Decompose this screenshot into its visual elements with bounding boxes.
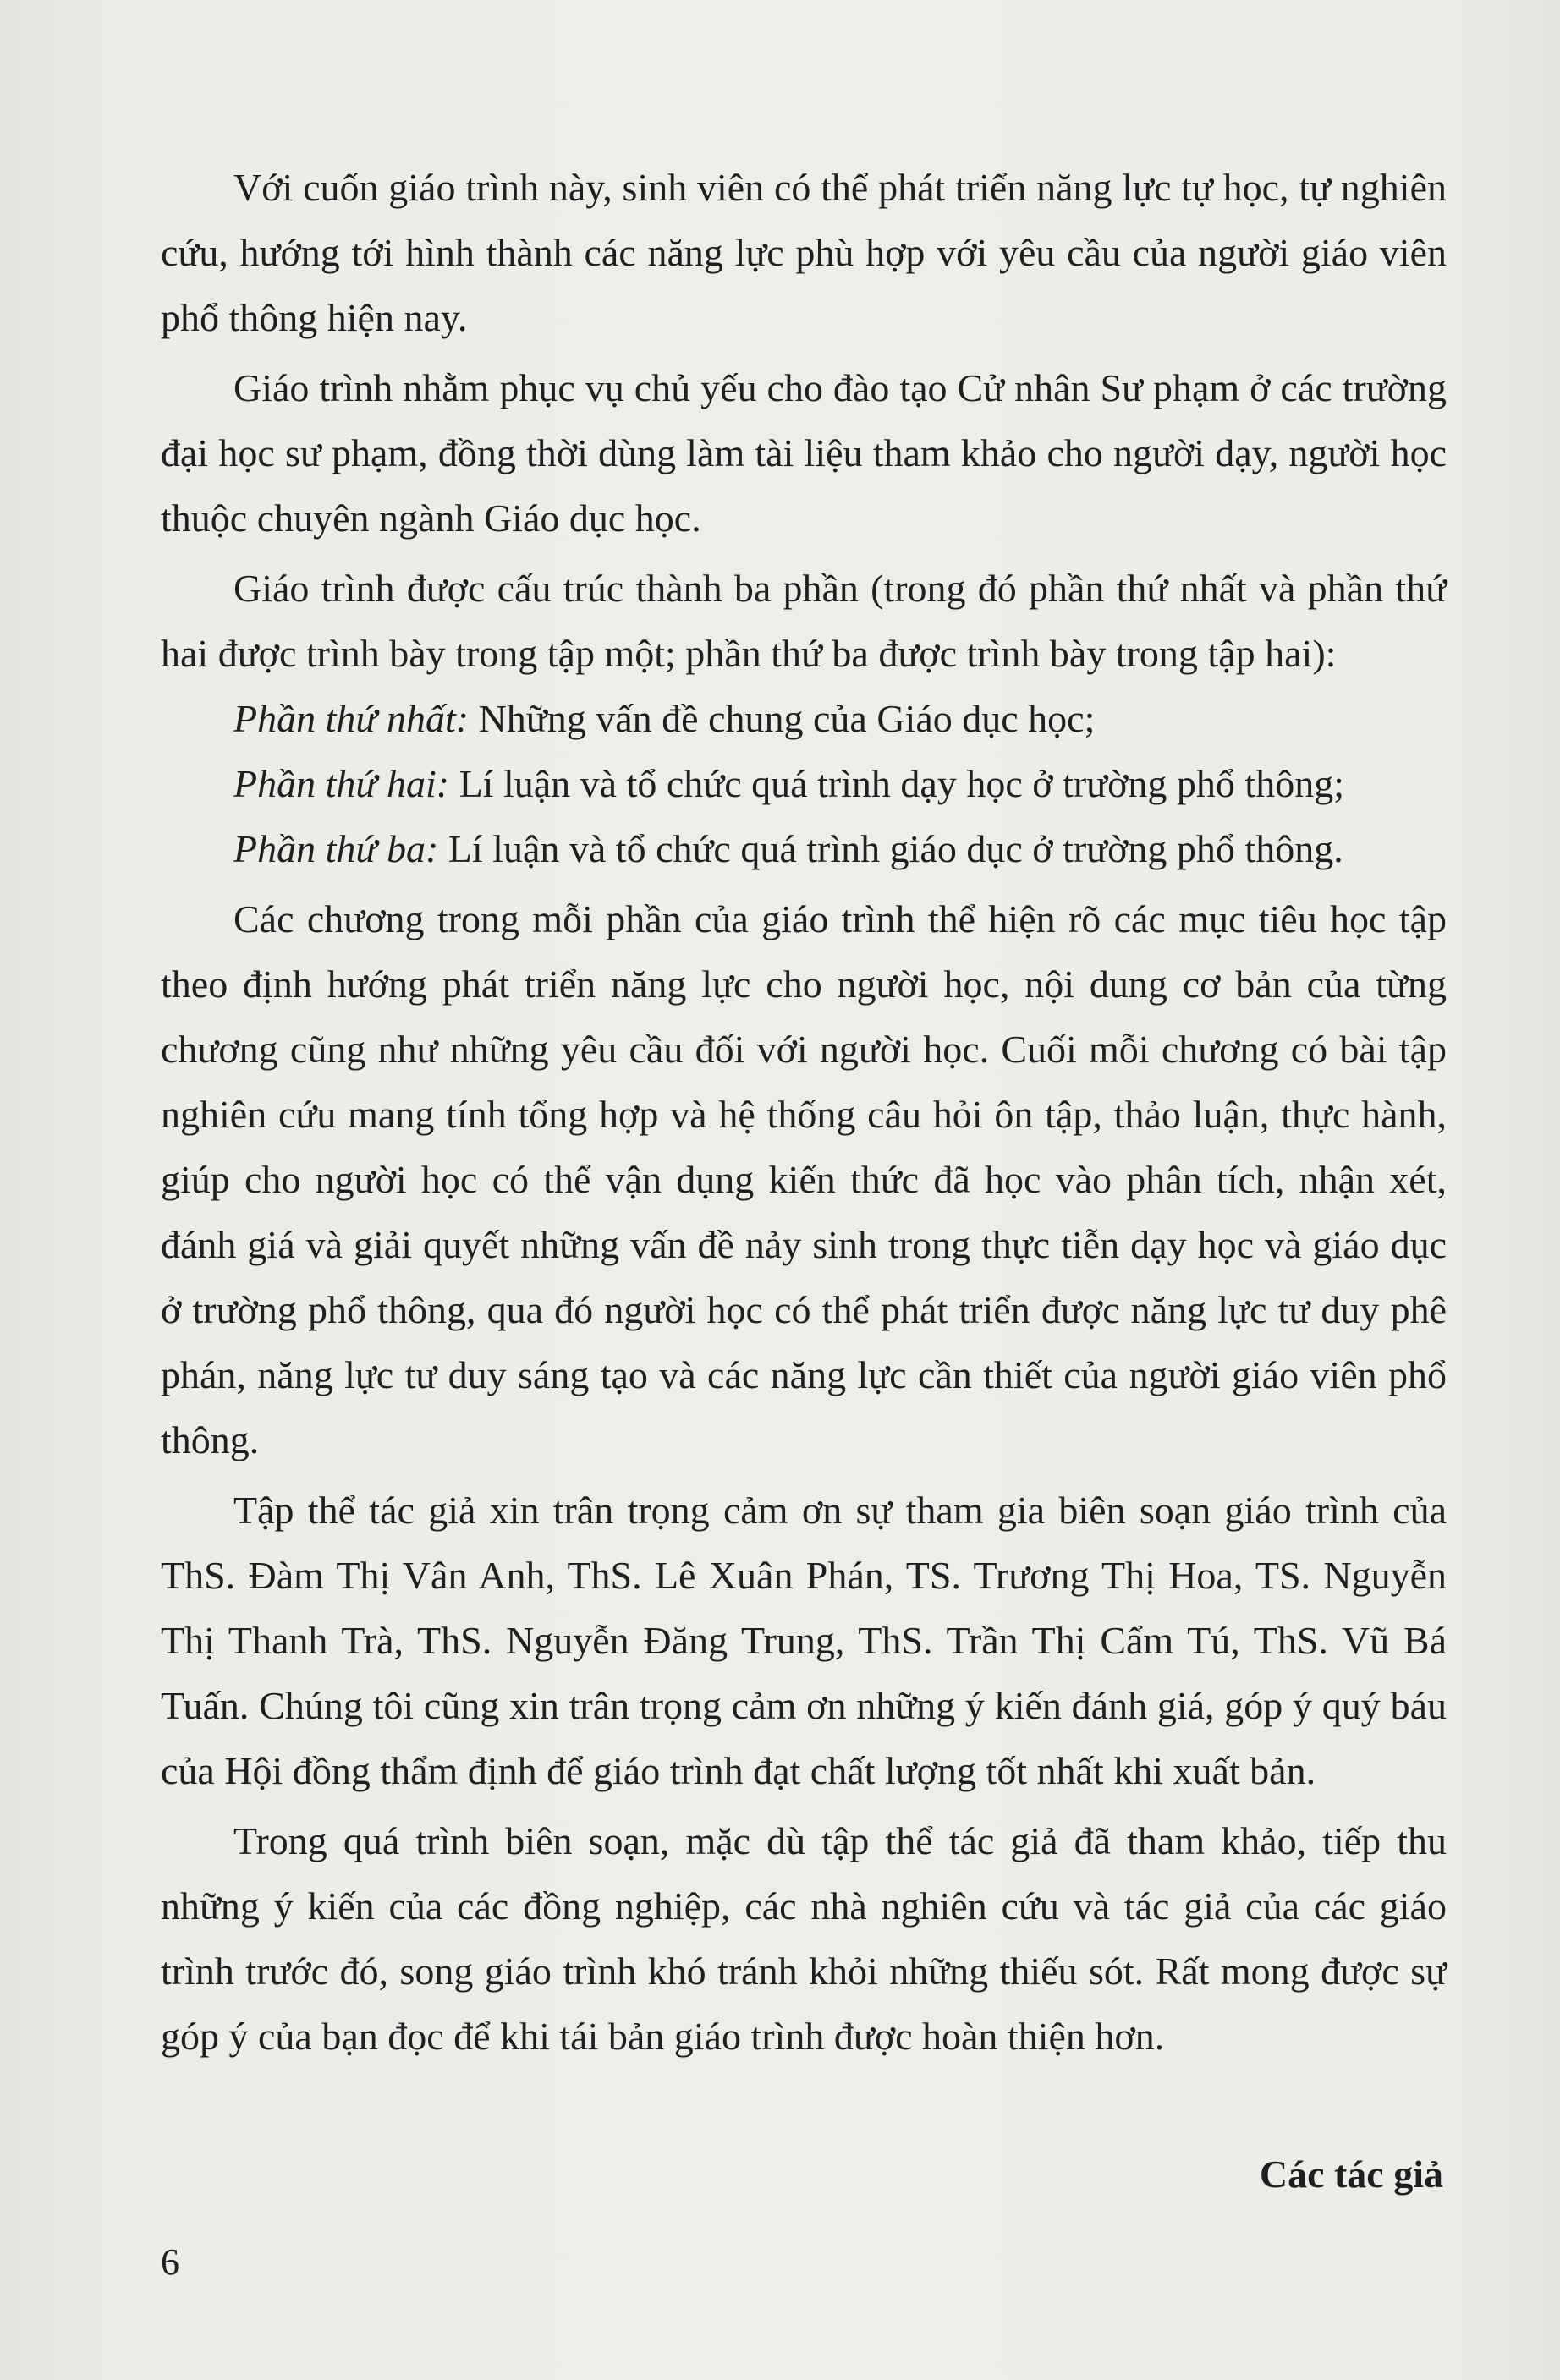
part-two-item [161, 751, 1447, 816]
authors-signature: Các tác giả [1259, 2152, 1443, 2196]
part-three-item [161, 816, 1447, 881]
paragraph-acknowledgements: Tập thể tác giả xin trân trọng cảm ơn sự tham gia biên soạn giáo trình của ThS. Đàm Thị Vân Anh, ThS. Lê Xuân Phán, TS. Trương Thị Hoa, TS. Nguyễn Thị Thanh Trà, ThS. Nguyễn Đăng Trung, ThS. Trần Thị Cẩm Tú, ThS. Vũ Bá Tuấn. Chúng tôi cũng xin trân trọng cảm ơn những ý kiến đánh giá, góp ý quý báu của Hội đồng thẩm định để giáo trình đạt chất lượng tốt nhất khi xuất bản. [161, 1489, 1447, 1792]
part-two-label: Phần thứ hai: [233, 762, 450, 805]
paragraph-chapter-content: Các chương trong mỗi phần của giáo trình thể hiện rõ các mục tiêu học tập theo định hướng phát triển năng lực cho người học, nội dung cơ bản của từng chương cũng như những yêu cầu đối với người học. Cuối mỗi chương có bài tập nghiên cứu mang tính tổng hợp và hệ thống câu hỏi ôn tập, thảo luận, thực hành, giúp cho người học có thể vận dụng kiến thức đã học vào phân tích, nhận xét, đánh giá và giải quyết những vấn đề nảy sinh trong thực tiễn dạy học và giáo dục ở trường phổ thông, qua đó người học có thể phát triển được năng lực tư duy phê phán, năng lực tư duy sáng tạo và các năng lực cần thiết của người giáo viên phổ thông. [161, 897, 1447, 1461]
part-two-title: Lí luận và tổ chức quá trình dạy học ở trường phổ thông; [449, 762, 1344, 805]
part-one-item [161, 686, 1447, 751]
paragraph-textbook-purpose: Với cuốn giáo trình này, sinh viên có thể phát triển năng lực tự học, tự nghiên cứu, hướng tới hình thành các năng lực phù hợp với yêu cầu của người giáo viên phổ thông hiện nay. [161, 166, 1447, 339]
part-three-title: Lí luận và tổ chức quá trình giáo dục ở trường phổ thông. [438, 827, 1343, 870]
paragraph-request-feedback: Trong quá trình biên soạn, mặc dù tập thể tác giả đã tham khảo, tiếp thu những ý kiến của các đồng nghiệp, các nhà nghiên cứu và tác giả của các giáo trình trước đó, song giáo trình khó tránh khỏi những thiếu sót. Rất mong được sự góp ý của bạn đọc để khi tái bản giáo trình được hoàn thiện hơn. [161, 1819, 1447, 2058]
part-one-label: Phần thứ nhất: [233, 697, 470, 740]
paragraph-intended-audience: Giáo trình nhằm phục vụ chủ yếu cho đào tạo Cử nhân Sư phạm ở các trường đại học sư phạm, đồng thời dùng làm tài liệu tham khảo cho người dạy, người học thuộc chuyên ngành Giáo dục học. [161, 366, 1447, 540]
paragraph-structure: Giáo trình được cấu trúc thành ba phần (trong đó phần thứ nhất và phần thứ hai được trình bày trong tập một; phần thứ ba được trình bày trong tập hai): [161, 567, 1447, 675]
page-body [161, 155, 1447, 2069]
page-number: 6 [161, 2241, 179, 2283]
part-three-label: Phần thứ ba: [233, 827, 439, 870]
part-one-title: Những vấn đề chung của Giáo dục học; [469, 697, 1096, 740]
